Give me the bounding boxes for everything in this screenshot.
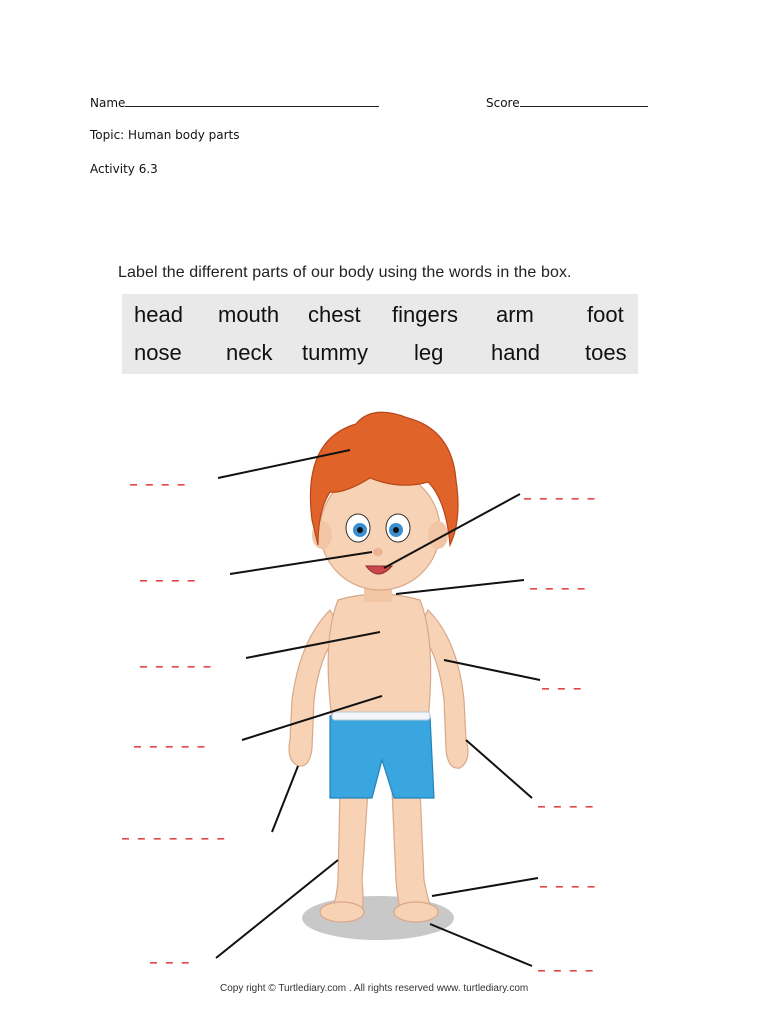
torso [328, 594, 431, 720]
boy-illustration [0, 380, 768, 980]
answer-blank-mouth[interactable]: _ _ _ _ _ [524, 484, 597, 500]
score-field [486, 95, 648, 110]
nose [373, 548, 383, 556]
score-blank-line[interactable] [520, 95, 648, 107]
word-mouth: mouth [218, 302, 280, 327]
word-box [122, 294, 638, 374]
activity-text: Activity 6.3 [90, 162, 158, 176]
word-arm: arm [496, 302, 534, 327]
pointer-hand [466, 740, 532, 798]
shorts [330, 716, 434, 798]
word-nose: nose [134, 340, 182, 365]
answer-blank-fingers[interactable]: _ _ _ _ _ _ _ [122, 824, 227, 840]
answer-blank-toes[interactable]: _ _ _ _ [538, 956, 595, 972]
name-label: Name [90, 96, 126, 110]
answer-blank-neck[interactable]: _ _ _ _ [530, 574, 587, 590]
answer-blank-leg[interactable]: _ _ _ [150, 948, 191, 964]
right-foot [394, 902, 438, 922]
instruction-text: Label the different parts of our body using the words in the box. [118, 264, 572, 281]
word-head: head [134, 302, 183, 327]
waistband [332, 712, 430, 720]
pointer-toes [430, 924, 532, 966]
topic-text: Topic: Human body parts [90, 128, 240, 142]
word-fingers: fingers [392, 302, 459, 327]
right-leg [392, 790, 432, 914]
pointer-neck [396, 580, 524, 594]
pointer-foot [432, 878, 538, 896]
score-label: Score [486, 96, 520, 110]
answer-blank-tummy[interactable]: _ _ _ _ _ [134, 732, 207, 748]
copyright-text: Copy right © Turtlediary.com . All rights reserved www. turtlediary.com [220, 983, 529, 994]
answer-blank-hand[interactable]: _ _ _ _ [538, 792, 595, 808]
answer-blank-chest[interactable]: _ _ _ _ _ [140, 652, 213, 668]
answer-blank-arm[interactable]: _ _ _ [542, 674, 583, 690]
word-toes: toes [585, 340, 627, 365]
pointer-fingers [272, 766, 298, 832]
name-field [90, 95, 379, 110]
left-leg [330, 790, 368, 914]
word-neck: neck [226, 340, 273, 365]
name-blank-line[interactable] [125, 95, 379, 107]
word-foot: foot [587, 302, 624, 327]
word-tummy: tummy [302, 340, 368, 365]
word-hand: hand [491, 340, 540, 365]
word-leg: leg [414, 340, 444, 365]
answer-blank-nose[interactable]: _ _ _ _ [140, 566, 197, 582]
answer-blank-foot[interactable]: _ _ _ _ [540, 872, 597, 888]
word-chest: chest [308, 302, 361, 327]
answer-blank-head[interactable]: _ _ _ _ [130, 470, 187, 486]
left-foot [320, 902, 364, 922]
